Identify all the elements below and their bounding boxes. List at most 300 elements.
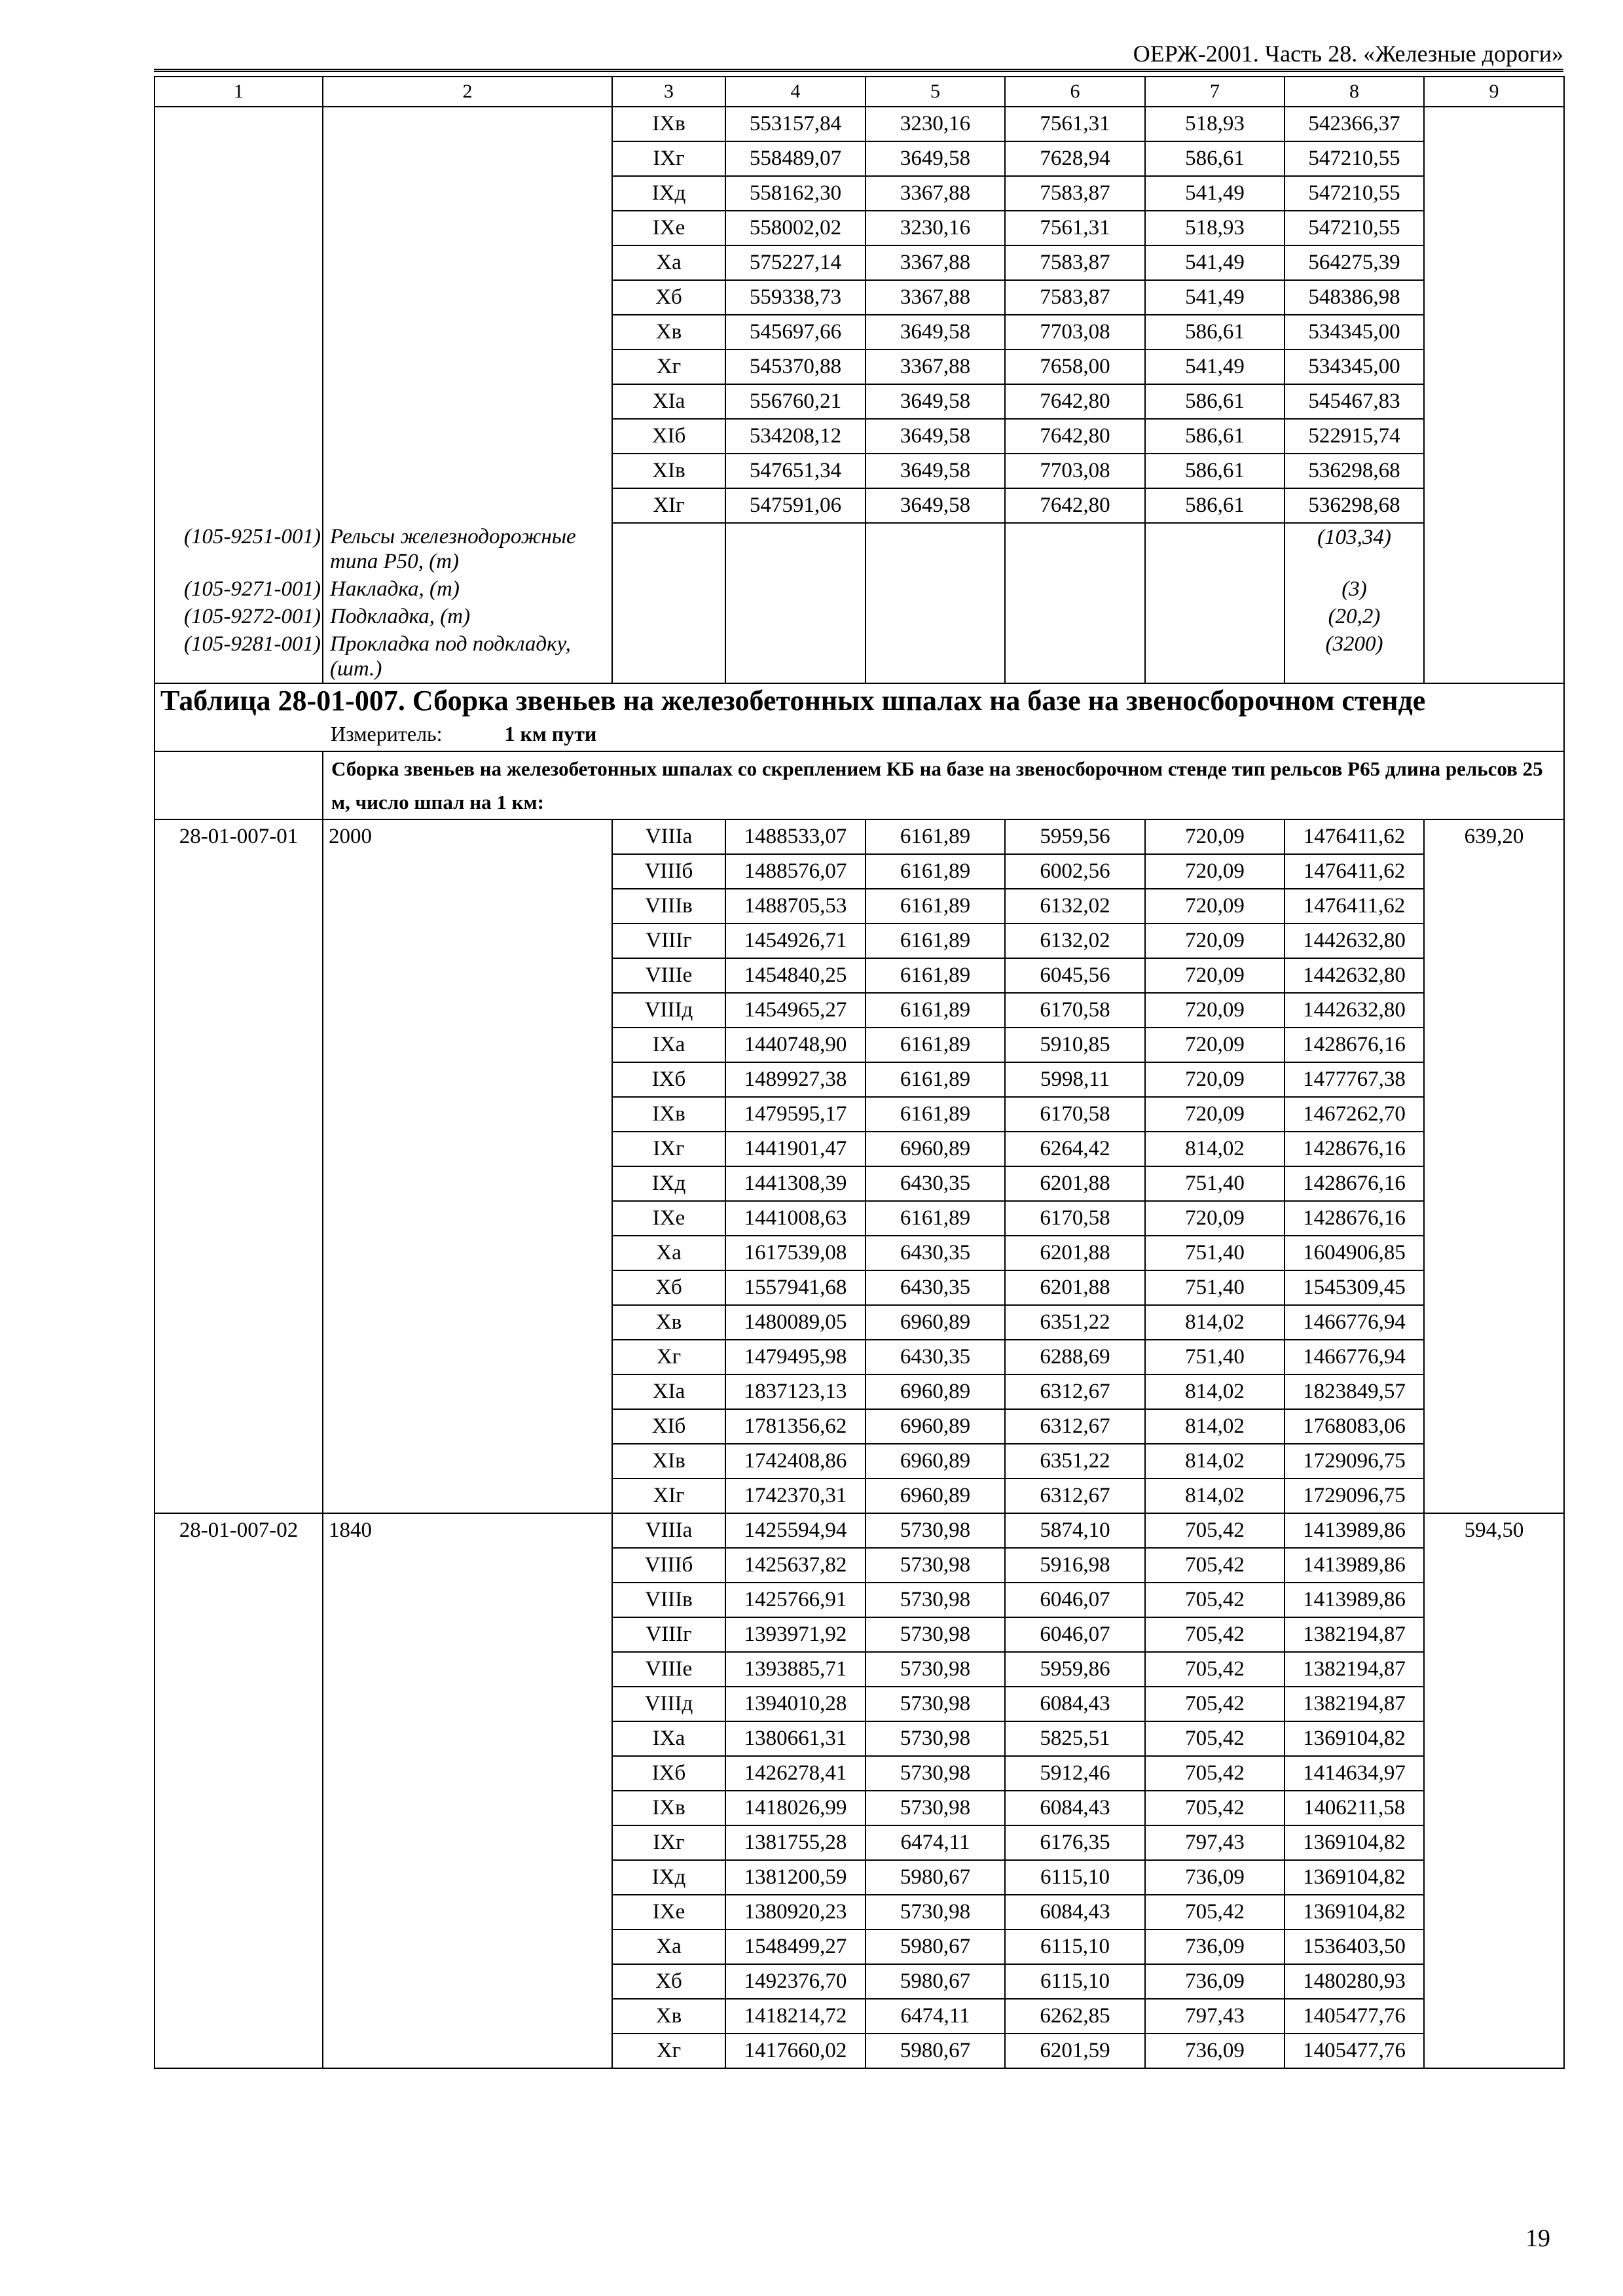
value-cell: 6201,88 <box>1005 1236 1145 1270</box>
value-cell: 6201,88 <box>1005 1166 1145 1201</box>
value-cell: 1428676,16 <box>1285 1132 1424 1166</box>
value-cell: 541,49 <box>1145 176 1285 211</box>
value-cell: 5912,46 <box>1005 1756 1145 1791</box>
value-cell: 553157,84 <box>725 107 866 141</box>
value-cell: 6288,69 <box>1005 1340 1145 1374</box>
empty-cell <box>1145 575 1285 603</box>
value-cell: 705,42 <box>1145 1583 1285 1617</box>
value-cell: 7583,87 <box>1005 245 1145 280</box>
value-cell: 6312,67 <box>1005 1374 1145 1409</box>
value-cell: 814,02 <box>1145 1132 1285 1166</box>
value-cell: 6264,42 <box>1005 1132 1145 1166</box>
value-cell: 1369104,82 <box>1285 1721 1424 1756</box>
zone-cell: VIIIе <box>612 1652 725 1687</box>
value-cell: 545697,66 <box>725 315 866 350</box>
value-cell: 6430,35 <box>866 1340 1005 1374</box>
value-cell: 1454926,71 <box>725 924 866 958</box>
resource-row <box>155 523 1564 575</box>
value-cell: 1742408,86 <box>725 1444 866 1479</box>
zone-cell: VIIIд <box>612 1687 725 1721</box>
value-cell: 5916,98 <box>1005 1548 1145 1583</box>
value-cell: 6132,02 <box>1005 889 1145 924</box>
empty-cell <box>1424 107 1564 683</box>
item-code: 28-01-007-01 <box>155 819 323 1513</box>
value-cell: 5980,67 <box>866 1964 1005 1999</box>
empty-cell <box>155 107 323 523</box>
resource-value: (3) <box>1285 575 1424 603</box>
value-cell: 720,09 <box>1145 1097 1285 1132</box>
value-cell: 1394010,28 <box>725 1687 866 1721</box>
resource-value: (20,2) <box>1285 603 1424 630</box>
zone-cell: VIIIв <box>612 1583 725 1617</box>
value-cell: 6170,58 <box>1005 993 1145 1028</box>
zone-cell: VIIIб <box>612 854 725 889</box>
value-cell: 518,93 <box>1145 107 1285 141</box>
value-cell: 6115,10 <box>1005 1860 1145 1895</box>
zone-cell: VIIIа <box>612 1513 725 1548</box>
value-cell: 564275,39 <box>1285 245 1424 280</box>
column-number: 8 <box>1285 77 1424 107</box>
resource-name: Прокладка под подкладку, (шт.) <box>323 630 612 683</box>
value-cell: 1413989,86 <box>1285 1583 1424 1617</box>
empty-cell <box>1005 523 1145 575</box>
unit-row <box>155 717 1564 751</box>
value-cell: 536298,68 <box>1285 488 1424 523</box>
column-number: 5 <box>866 77 1005 107</box>
column-number: 6 <box>1005 77 1145 107</box>
value-cell: 5730,98 <box>866 1583 1005 1617</box>
value-cell: 6430,35 <box>866 1270 1005 1305</box>
value-cell: 705,42 <box>1145 1513 1285 1548</box>
value-cell: 1768083,06 <box>1285 1409 1424 1444</box>
value-cell: 6201,88 <box>1005 1270 1145 1305</box>
value-cell: 586,61 <box>1145 141 1285 176</box>
zone-cell: Xб <box>612 280 725 315</box>
empty-cell <box>725 630 866 683</box>
value-cell: 1489927,38 <box>725 1062 866 1097</box>
value-cell: 6161,89 <box>866 854 1005 889</box>
item-code: 28-01-007-02 <box>155 1513 323 2068</box>
zone-cell: VIIIб <box>612 1548 725 1583</box>
empty-cell <box>612 630 725 683</box>
value-cell: 6351,22 <box>1005 1305 1145 1340</box>
zone-cell: IXе <box>612 211 725 245</box>
value-cell: 6960,89 <box>866 1444 1005 1479</box>
value-cell: 1823849,57 <box>1285 1374 1424 1409</box>
value-cell: 1382194,87 <box>1285 1617 1424 1652</box>
value-cell: 6046,07 <box>1005 1617 1145 1652</box>
value-cell: 5959,86 <box>1005 1652 1145 1687</box>
empty-cell <box>612 603 725 630</box>
resource-name: Подкладка, (т) <box>323 603 612 630</box>
value-cell: 522915,74 <box>1285 419 1424 454</box>
zone-cell: IXг <box>612 141 725 176</box>
resource-code: (105-9272-001) <box>155 603 323 630</box>
value-cell: 1380920,23 <box>725 1895 866 1929</box>
empty-cell <box>612 575 725 603</box>
value-cell: 705,42 <box>1145 1617 1285 1652</box>
zone-cell: IXа <box>612 1721 725 1756</box>
zone-cell: Xб <box>612 1270 725 1305</box>
value-cell: 7703,08 <box>1005 454 1145 488</box>
value-cell: 751,40 <box>1145 1340 1285 1374</box>
resource-code: (105-9251-001) <box>155 523 323 575</box>
value-cell: 1369104,82 <box>1285 1860 1424 1895</box>
value-cell: 1428676,16 <box>1285 1201 1424 1236</box>
value-cell: 6262,85 <box>1005 1999 1145 2034</box>
value-cell: 751,40 <box>1145 1270 1285 1305</box>
value-cell: 7658,00 <box>1005 350 1145 384</box>
zone-cell: XIб <box>612 419 725 454</box>
value-cell: 6960,89 <box>866 1132 1005 1166</box>
value-cell: 705,42 <box>1145 1548 1285 1583</box>
value-cell: 6351,22 <box>1005 1444 1145 1479</box>
value-cell: 1405477,76 <box>1285 1999 1424 2034</box>
value-cell: 1369104,82 <box>1285 1825 1424 1860</box>
zone-cell: Xв <box>612 315 725 350</box>
value-cell: 586,61 <box>1145 419 1285 454</box>
value-cell: 1381200,59 <box>725 1860 866 1895</box>
value-cell: 6115,10 <box>1005 1929 1145 1964</box>
value-cell: 534345,00 <box>1285 315 1424 350</box>
zone-cell: IXд <box>612 176 725 211</box>
value-cell: 556760,21 <box>725 384 866 419</box>
value-cell: 720,09 <box>1145 854 1285 889</box>
value-cell: 5874,10 <box>1005 1513 1145 1548</box>
value-cell: 558002,02 <box>725 211 866 245</box>
value-cell: 705,42 <box>1145 1652 1285 1687</box>
value-cell: 6084,43 <box>1005 1895 1145 1929</box>
value-cell: 797,43 <box>1145 1825 1285 1860</box>
zone-cell: IXд <box>612 1860 725 1895</box>
table-row <box>155 107 1564 141</box>
value-cell: 3367,88 <box>866 280 1005 315</box>
value-cell: 3230,16 <box>866 211 1005 245</box>
value-cell: 1413989,86 <box>1285 1548 1424 1583</box>
table-row <box>155 819 1564 854</box>
value-cell: 536298,68 <box>1285 454 1424 488</box>
value-cell: 1393971,92 <box>725 1617 866 1652</box>
column-number: 1 <box>155 77 323 107</box>
empty-cell <box>1005 603 1145 630</box>
value-cell: 5730,98 <box>866 1721 1005 1756</box>
value-cell: 736,09 <box>1145 1964 1285 1999</box>
value-cell: 6002,56 <box>1005 854 1145 889</box>
value-cell: 6960,89 <box>866 1409 1005 1444</box>
value-cell: 545467,83 <box>1285 384 1424 419</box>
zone-cell: VIIIе <box>612 958 725 993</box>
value-cell: 5825,51 <box>1005 1721 1145 1756</box>
value-cell: 6474,11 <box>866 1825 1005 1860</box>
value-cell: 5980,67 <box>866 1860 1005 1895</box>
value-cell: 1742370,31 <box>725 1479 866 1513</box>
value-cell: 5980,67 <box>866 2034 1005 2068</box>
value-cell: 6161,89 <box>866 889 1005 924</box>
value-cell: 548386,98 <box>1285 280 1424 315</box>
resource-row <box>155 603 1564 630</box>
resource-name: Рельсы железнодорожные типа Р50, (т) <box>323 523 612 575</box>
zone-cell: IXе <box>612 1895 725 1929</box>
zone-cell: Xг <box>612 1340 725 1374</box>
value-cell: 705,42 <box>1145 1756 1285 1791</box>
value-cell: 5730,98 <box>866 1756 1005 1791</box>
resource-code: (105-9271-001) <box>155 575 323 603</box>
empty-cell <box>155 717 323 751</box>
value-cell: 3230,16 <box>866 107 1005 141</box>
item-name: 1840 <box>323 1513 612 2068</box>
value-cell: 1466776,94 <box>1285 1340 1424 1374</box>
value-cell: 547591,06 <box>725 488 866 523</box>
value-cell: 736,09 <box>1145 2034 1285 2068</box>
zone-cell: Xв <box>612 1305 725 1340</box>
empty-cell <box>1005 630 1145 683</box>
value-cell: 5730,98 <box>866 1652 1005 1687</box>
value-cell: 586,61 <box>1145 315 1285 350</box>
resource-row <box>155 630 1564 683</box>
value-cell: 720,09 <box>1145 1201 1285 1236</box>
value-cell: 5730,98 <box>866 1513 1005 1548</box>
value-cell: 1781356,62 <box>725 1409 866 1444</box>
column-number: 4 <box>725 77 866 107</box>
zone-cell: XIб <box>612 1409 725 1444</box>
value-cell: 5998,11 <box>1005 1062 1145 1097</box>
value-cell: 7561,31 <box>1005 107 1145 141</box>
value-cell: 547210,55 <box>1285 141 1424 176</box>
zone-cell: XIг <box>612 488 725 523</box>
value-cell: 534208,12 <box>725 419 866 454</box>
zone-cell: VIIIа <box>612 819 725 854</box>
value-cell: 586,61 <box>1145 488 1285 523</box>
value-cell: 6161,89 <box>866 819 1005 854</box>
value-cell: 558489,07 <box>725 141 866 176</box>
empty-cell <box>323 107 612 523</box>
value-cell: 6084,43 <box>1005 1791 1145 1825</box>
table-row <box>155 1513 1564 1548</box>
value-cell: 1480089,05 <box>725 1305 866 1340</box>
value-cell: 1477767,38 <box>1285 1062 1424 1097</box>
empty-cell <box>866 523 1005 575</box>
value-cell: 1488533,07 <box>725 819 866 854</box>
value-cell: 6474,11 <box>866 1999 1005 2034</box>
zone-cell: IXб <box>612 1062 725 1097</box>
value-cell: 6960,89 <box>866 1305 1005 1340</box>
value-cell: 1476411,62 <box>1285 889 1424 924</box>
value-cell: 518,93 <box>1145 211 1285 245</box>
zone-cell: XIа <box>612 384 725 419</box>
value-cell: 1428676,16 <box>1285 1166 1424 1201</box>
zone-cell: IXг <box>612 1132 725 1166</box>
value-cell: 5910,85 <box>1005 1028 1145 1062</box>
value-cell: 7642,80 <box>1005 419 1145 454</box>
empty-cell <box>725 575 866 603</box>
labor-cost: 639,20 <box>1424 819 1564 1513</box>
value-cell: 1382194,87 <box>1285 1652 1424 1687</box>
value-cell: 1479595,17 <box>725 1097 866 1132</box>
value-cell: 814,02 <box>1145 1409 1285 1444</box>
value-cell: 1466776,94 <box>1285 1305 1424 1340</box>
value-cell: 1442632,80 <box>1285 958 1424 993</box>
value-cell: 7628,94 <box>1005 141 1145 176</box>
value-cell: 5730,98 <box>866 1548 1005 1583</box>
value-cell: 559338,73 <box>725 280 866 315</box>
value-cell: 547210,55 <box>1285 211 1424 245</box>
value-cell: 541,49 <box>1145 280 1285 315</box>
zone-cell: IXв <box>612 1791 725 1825</box>
value-cell: 1442632,80 <box>1285 924 1424 958</box>
empty-cell <box>725 523 866 575</box>
zone-cell: Xа <box>612 1236 725 1270</box>
zone-cell: IXв <box>612 107 725 141</box>
value-cell: 1492376,70 <box>725 1964 866 1999</box>
value-cell: 720,09 <box>1145 1028 1285 1062</box>
empty-cell <box>1145 523 1285 575</box>
zone-cell: Xа <box>612 245 725 280</box>
value-cell: 541,49 <box>1145 350 1285 384</box>
group-title: Сборка звеньев на железобетонных шпалах со скреплением КБ на базе на звеносборочном стенде тип рельсов Р65 длина рельсов 25 м, число шпал на 1 км: <box>323 751 1564 819</box>
value-cell: 6161,89 <box>866 993 1005 1028</box>
value-cell: 1467262,70 <box>1285 1097 1424 1132</box>
value-cell: 5730,98 <box>866 1617 1005 1652</box>
zone-cell: VIIIв <box>612 889 725 924</box>
value-cell: 6161,89 <box>866 1097 1005 1132</box>
value-cell: 6960,89 <box>866 1479 1005 1513</box>
value-cell: 1418026,99 <box>725 1791 866 1825</box>
empty-cell <box>1005 575 1145 603</box>
value-cell: 3649,58 <box>866 454 1005 488</box>
value-cell: 1425766,91 <box>725 1583 866 1617</box>
empty-cell <box>1145 630 1285 683</box>
value-cell: 797,43 <box>1145 1999 1285 2034</box>
value-cell: 5730,98 <box>866 1687 1005 1721</box>
empty-cell <box>155 751 323 819</box>
value-cell: 720,09 <box>1145 993 1285 1028</box>
value-cell: 6161,89 <box>866 924 1005 958</box>
value-cell: 6312,67 <box>1005 1479 1145 1513</box>
value-cell: 1454965,27 <box>725 993 866 1028</box>
value-cell: 1441308,39 <box>725 1166 866 1201</box>
resource-row <box>155 575 1564 603</box>
value-cell: 3649,58 <box>866 384 1005 419</box>
value-cell: 1479495,98 <box>725 1340 866 1374</box>
value-cell: 3367,88 <box>866 350 1005 384</box>
value-cell: 705,42 <box>1145 1721 1285 1756</box>
value-cell: 6046,07 <box>1005 1583 1145 1617</box>
value-cell: 1480280,93 <box>1285 1964 1424 1999</box>
value-cell: 1488576,07 <box>725 854 866 889</box>
page-number: 19 <box>1525 2225 1550 2252</box>
value-cell: 5980,67 <box>866 1929 1005 1964</box>
value-cell: 5959,56 <box>1005 819 1145 854</box>
value-cell: 814,02 <box>1145 1305 1285 1340</box>
value-cell: 705,42 <box>1145 1791 1285 1825</box>
value-cell: 751,40 <box>1145 1236 1285 1270</box>
value-cell: 558162,30 <box>725 176 866 211</box>
value-cell: 720,09 <box>1145 1062 1285 1097</box>
value-cell: 6430,35 <box>866 1166 1005 1201</box>
item-name: 2000 <box>323 819 612 1513</box>
zone-cell: IXг <box>612 1825 725 1860</box>
zone-cell: Xг <box>612 2034 725 2068</box>
value-cell: 1382194,87 <box>1285 1687 1424 1721</box>
zone-cell: Xб <box>612 1964 725 1999</box>
value-cell: 1837123,13 <box>725 1374 866 1409</box>
resource-name: Накладка, (т) <box>323 575 612 603</box>
value-cell: 1393885,71 <box>725 1652 866 1687</box>
group-title-row <box>155 751 1564 819</box>
value-cell: 3649,58 <box>866 315 1005 350</box>
value-cell: 1557941,68 <box>725 1270 866 1305</box>
value-cell: 1441901,47 <box>725 1132 866 1166</box>
value-cell: 6170,58 <box>1005 1097 1145 1132</box>
zone-cell: VIIIг <box>612 924 725 958</box>
value-cell: 1414634,97 <box>1285 1756 1424 1791</box>
value-cell: 7561,31 <box>1005 211 1145 245</box>
zone-cell: IXе <box>612 1201 725 1236</box>
zone-cell: VIIIд <box>612 993 725 1028</box>
value-cell: 1536403,50 <box>1285 1929 1424 1964</box>
value-cell: 1604906,85 <box>1285 1236 1424 1270</box>
value-cell: 1406211,58 <box>1285 1791 1424 1825</box>
value-cell: 814,02 <box>1145 1444 1285 1479</box>
value-cell: 1380661,31 <box>725 1721 866 1756</box>
value-cell: 6132,02 <box>1005 924 1145 958</box>
value-cell: 1417660,02 <box>725 2034 866 2068</box>
value-cell: 1413989,86 <box>1285 1513 1424 1548</box>
value-cell: 736,09 <box>1145 1929 1285 1964</box>
value-cell: 1488705,53 <box>725 889 866 924</box>
value-cell: 6312,67 <box>1005 1409 1145 1444</box>
value-cell: 542366,37 <box>1285 107 1424 141</box>
value-cell: 1442632,80 <box>1285 993 1424 1028</box>
zone-cell: IXб <box>612 1756 725 1791</box>
table-title: Таблица 28-01-007. Сборка звеньев на железобетонных шпалах на базе на звеносборочном стенде <box>155 683 1564 717</box>
labor-cost: 594,50 <box>1424 1513 1564 2068</box>
value-cell: 6176,35 <box>1005 1825 1145 1860</box>
value-cell: 5730,98 <box>866 1791 1005 1825</box>
zone-cell: XIг <box>612 1479 725 1513</box>
empty-cell <box>612 523 725 575</box>
value-cell: 6960,89 <box>866 1374 1005 1409</box>
zone-cell: VIIIг <box>612 1617 725 1652</box>
zone-cell: IXв <box>612 1097 725 1132</box>
zone-cell: Xг <box>612 350 725 384</box>
empty-cell <box>725 603 866 630</box>
value-cell: 586,61 <box>1145 454 1285 488</box>
empty-cell <box>866 630 1005 683</box>
value-cell: 6161,89 <box>866 1062 1005 1097</box>
column-number: 3 <box>612 77 725 107</box>
empty-cell <box>866 575 1005 603</box>
value-cell: 5730,98 <box>866 1895 1005 1929</box>
value-cell: 545370,88 <box>725 350 866 384</box>
zone-cell: Xа <box>612 1929 725 1964</box>
value-cell: 1441008,63 <box>725 1201 866 1236</box>
zone-cell: IXд <box>612 1166 725 1201</box>
column-number: 2 <box>323 77 612 107</box>
value-cell: 736,09 <box>1145 1860 1285 1895</box>
empty-cell <box>1145 603 1285 630</box>
value-cell: 1454840,25 <box>725 958 866 993</box>
unit-label: Измеритель: <box>331 722 443 745</box>
value-cell: 6045,56 <box>1005 958 1145 993</box>
value-cell: 7703,08 <box>1005 315 1145 350</box>
page-header: ОЕРЖ-2001. Часть 28. «Железные дороги» <box>154 39 1563 72</box>
zone-cell: XIа <box>612 1374 725 1409</box>
value-cell: 705,42 <box>1145 1895 1285 1929</box>
value-cell: 1381755,28 <box>725 1825 866 1860</box>
value-cell: 3367,88 <box>866 176 1005 211</box>
value-cell: 720,09 <box>1145 958 1285 993</box>
